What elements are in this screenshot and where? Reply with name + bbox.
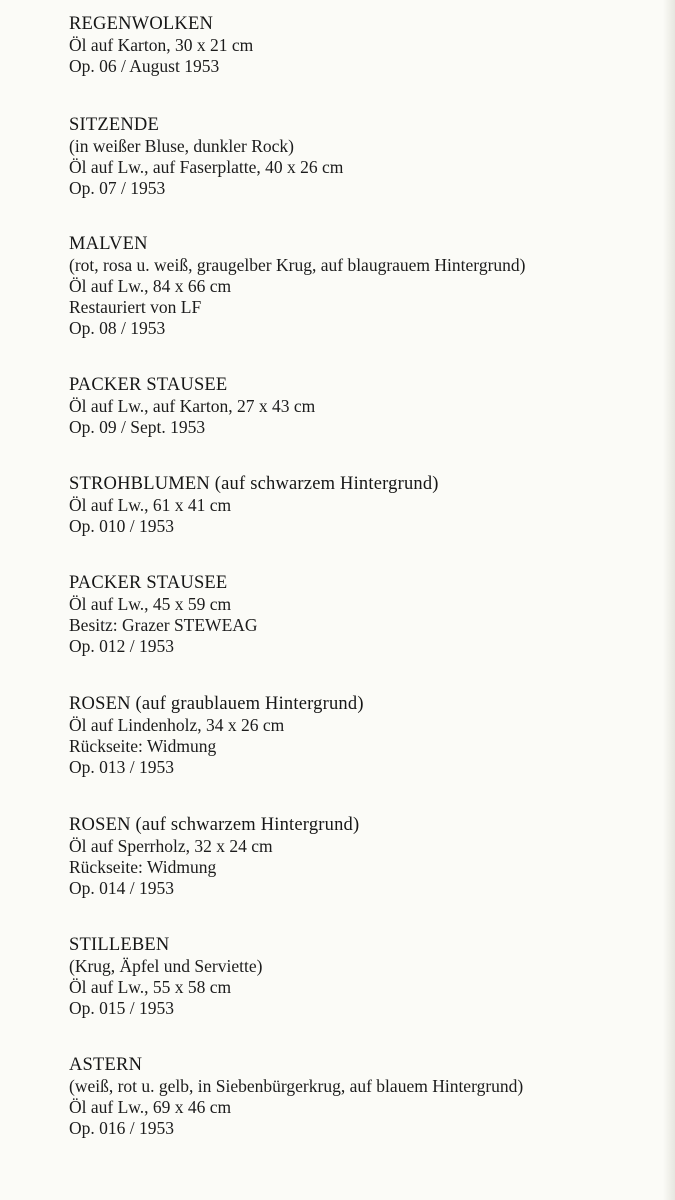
entry-line: Öl auf Lw., auf Faserplatte, 40 x 26 cm	[69, 157, 344, 177]
entry-line: Rückseite: Widmung	[69, 857, 217, 877]
entry-title: ROSEN (auf graublauem Hintergrund)	[69, 694, 364, 714]
entry-line: Op. 08 / 1953	[69, 318, 166, 338]
entry-title: SITZENDE	[69, 115, 159, 135]
entry-line: Op. 013 / 1953	[69, 757, 174, 777]
catalog-entry	[69, 474, 659, 537]
catalog-entry	[69, 935, 659, 1019]
entry-line: (in weißer Bluse, dunkler Rock)	[69, 136, 295, 156]
entry-line: Op. 06 / August 1953	[69, 56, 220, 76]
entry-line: Öl auf Lw., 61 x 41 cm	[69, 495, 232, 515]
entry-line: Op. 07 / 1953	[69, 178, 166, 198]
entry-line: Öl auf Lw., 55 x 58 cm	[69, 977, 232, 997]
page-edge-shadow	[663, 0, 675, 1200]
entry-line: Besitz: Grazer STEWEAG	[69, 615, 258, 635]
entry-line: Öl auf Lindenholz, 34 x 26 cm	[69, 715, 285, 735]
catalog-entry	[69, 815, 659, 899]
catalog-entry	[69, 375, 659, 438]
entry-line: (weiß, rot u. gelb, in Siebenbürgerkrug, auf blauem Hintergrund)	[69, 1076, 524, 1096]
entry-title: STILLEBEN	[69, 935, 170, 955]
entry-line: Öl auf Sperrholz, 32 x 24 cm	[69, 836, 273, 856]
entry-line: Op. 012 / 1953	[69, 636, 174, 656]
entry-title: PACKER STAUSEE	[69, 375, 228, 395]
catalog-entry	[69, 234, 659, 339]
entry-line: Öl auf Lw., 45 x 59 cm	[69, 594, 232, 614]
catalog-entry	[69, 115, 659, 199]
catalog-entry	[69, 14, 659, 77]
entry-line: Op. 010 / 1953	[69, 516, 174, 536]
entry-line: Öl auf Lw., auf Karton, 27 x 43 cm	[69, 396, 316, 416]
catalog-entry	[69, 573, 659, 657]
entry-line: Restauriert von LF	[69, 297, 202, 317]
catalog-entry	[69, 1055, 659, 1139]
entry-line: Op. 015 / 1953	[69, 998, 174, 1018]
entry-line: Op. 016 / 1953	[69, 1118, 174, 1138]
entry-line: Rückseite: Widmung	[69, 736, 217, 756]
entry-line: (Krug, Äpfel und Serviette)	[69, 956, 263, 976]
entry-title: MALVEN	[69, 234, 148, 254]
entry-title: PACKER STAUSEE	[69, 573, 228, 593]
entry-line: (rot, rosa u. weiß, graugelber Krug, auf blaugrauem Hintergrund)	[69, 255, 526, 275]
entry-title: REGENWOLKEN	[69, 14, 214, 34]
catalog-entry	[69, 694, 659, 778]
entry-line: Öl auf Lw., 69 x 46 cm	[69, 1097, 232, 1117]
entry-title: ASTERN	[69, 1055, 143, 1075]
entry-line: Öl auf Lw., 84 x 66 cm	[69, 276, 232, 296]
entry-line: Öl auf Karton, 30 x 21 cm	[69, 35, 254, 55]
entry-line: Op. 09 / Sept. 1953	[69, 417, 206, 437]
entry-title: STROHBLUMEN (auf schwarzem Hintergrund)	[69, 474, 439, 494]
entry-line: Op. 014 / 1953	[69, 878, 174, 898]
entry-title: ROSEN (auf schwarzem Hintergrund)	[69, 815, 360, 835]
